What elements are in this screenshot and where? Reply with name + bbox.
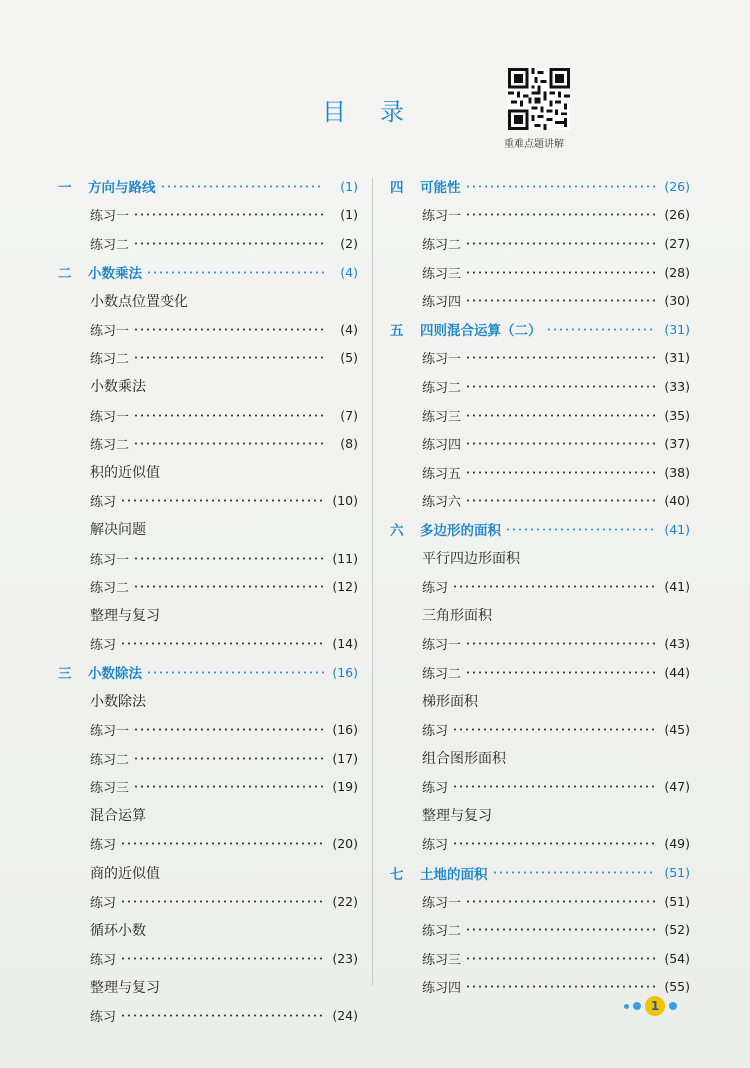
dot-leader (133, 585, 324, 588)
toc-entry-title: 练习二 (90, 752, 130, 768)
toc-exercise-entry[interactable] (390, 915, 690, 944)
toc-exercise-entry[interactable] (390, 572, 690, 601)
dot-leader (465, 499, 656, 502)
dot-leader (465, 471, 656, 474)
toc-entry-title: 练习四 (422, 981, 462, 997)
toc-exercise-entry[interactable] (58, 429, 358, 458)
toc-exercise-entry[interactable] (58, 944, 358, 973)
toc-exercise-entry[interactable] (58, 715, 358, 744)
toc-entry-title: 混合运算 (90, 808, 146, 825)
toc-entry-title: 练习三 (422, 409, 462, 425)
toc-section-heading (58, 458, 358, 487)
toc-exercise-entry[interactable] (58, 744, 358, 773)
column-divider (372, 178, 373, 986)
decor-dot (624, 1004, 629, 1009)
toc-entry-title: 练习一 (90, 409, 130, 425)
chapter-number: 三 (58, 666, 72, 683)
toc-entry-title: 解决问题 (90, 522, 146, 539)
toc-chapter-entry[interactable] (58, 658, 358, 687)
toc-section-heading (58, 372, 358, 401)
toc-exercise-entry[interactable] (58, 487, 358, 516)
dot-leader (452, 585, 656, 588)
toc-section-heading (390, 687, 690, 716)
toc-entry-title: 练习 (90, 495, 117, 511)
dot-leader (492, 871, 657, 874)
toc-exercise-entry[interactable] (58, 201, 358, 230)
toc-entry-title: 练习一 (422, 209, 462, 225)
dot-leader (465, 928, 656, 931)
toc-chapter-entry[interactable] (58, 258, 358, 287)
toc-section-heading (58, 801, 358, 830)
dot-leader (465, 242, 656, 245)
toc-section-heading (390, 601, 690, 630)
toc-exercise-entry[interactable] (390, 887, 690, 916)
toc-left-column (58, 172, 358, 1030)
toc-entry-title: 练习一 (90, 209, 130, 225)
dot-leader (465, 642, 656, 645)
toc-entry-title: 练习四 (422, 295, 462, 311)
toc-exercise-entry[interactable] (58, 344, 358, 373)
toc-page-number: (14) (332, 636, 358, 652)
toc-entry-title: 练习二 (90, 438, 130, 454)
toc-entry-title: 练习四 (422, 438, 462, 454)
chapter-number: 五 (390, 323, 404, 340)
toc-entry-title: 练习三 (422, 266, 462, 282)
dot-leader (120, 900, 324, 903)
toc-section-heading (58, 687, 358, 716)
toc-entry-title: 练习一 (422, 895, 462, 911)
toc-exercise-entry[interactable] (58, 630, 358, 659)
toc-entry-title: 练习二 (422, 237, 462, 253)
toc-exercise-entry[interactable] (390, 772, 690, 801)
toc-entry-title: 商的近似值 (90, 865, 160, 882)
toc-page-number: (16) (332, 722, 358, 738)
toc-exercise-entry[interactable] (58, 401, 358, 430)
toc-entry-title: 练习 (90, 638, 117, 654)
page-number-badge (624, 996, 677, 1016)
toc-exercise-entry[interactable] (58, 315, 358, 344)
toc-page-number: (28) (664, 264, 690, 280)
toc-page-number: (38) (664, 464, 690, 480)
dot-leader (465, 671, 656, 674)
toc-page-number: (27) (664, 235, 690, 251)
chapter-number: 四 (390, 180, 404, 197)
decor-dot (669, 1002, 677, 1010)
toc-exercise-entry[interactable] (58, 887, 358, 916)
page-title: 目录 (322, 98, 438, 126)
toc-page-number: (31) (664, 350, 690, 366)
toc-entry-title: 练习二 (422, 380, 462, 396)
toc-entry-title: 练习一 (422, 352, 462, 368)
toc-exercise-entry[interactable] (390, 201, 690, 230)
dot-leader (146, 271, 324, 274)
toc-page-number: (7) (340, 407, 358, 423)
dot-leader (465, 985, 656, 988)
toc-page-number: (26) (664, 207, 690, 223)
toc-page-number: (24) (332, 1008, 358, 1024)
toc-exercise-entry[interactable] (58, 772, 358, 801)
page-number: 1 (645, 996, 665, 1016)
dot-leader (133, 557, 324, 560)
toc-entry-title: 练习三 (90, 781, 130, 797)
toc-page-number: (4) (340, 321, 358, 337)
toc-chapter-entry[interactable] (390, 858, 690, 887)
toc-exercise-entry[interactable] (390, 458, 690, 487)
dot-leader (133, 785, 324, 788)
toc-page-number: (37) (664, 436, 690, 452)
toc-entry-title: 可能性 (420, 180, 461, 197)
toc-exercise-entry[interactable] (390, 372, 690, 401)
dot-leader (465, 271, 656, 274)
toc-exercise-entry[interactable] (58, 1001, 358, 1030)
toc-page-number: (43) (664, 636, 690, 652)
dot-leader (120, 957, 324, 960)
dot-leader (465, 442, 656, 445)
toc-exercise-entry[interactable] (390, 258, 690, 287)
toc-entry-title: 练习三 (422, 952, 462, 968)
toc-exercise-entry[interactable] (390, 487, 690, 516)
toc-exercise-entry[interactable] (390, 830, 690, 859)
toc-page-number: (55) (664, 979, 690, 995)
dot-leader (160, 185, 325, 188)
toc-entry-title: 练习 (422, 724, 449, 740)
toc-page-number: (30) (664, 293, 690, 309)
qr-caption: 重难点题讲解 (504, 139, 564, 150)
toc-page-number: (2) (340, 235, 358, 251)
dot-leader (505, 528, 656, 531)
dot-leader (452, 842, 656, 845)
toc-entry-title: 练习六 (422, 495, 462, 511)
toc-right-column (390, 172, 690, 1001)
toc-exercise-entry[interactable] (390, 658, 690, 687)
dot-leader (452, 728, 656, 731)
toc-page-number: (1) (340, 178, 358, 194)
toc-section-heading (58, 915, 358, 944)
toc-page-number: (33) (664, 378, 690, 394)
toc-entry-title: 平行四边形面积 (422, 551, 520, 568)
dot-leader (452, 785, 656, 788)
toc-exercise-entry[interactable] (390, 715, 690, 744)
toc-section-heading (58, 515, 358, 544)
toc-entry-title: 练习 (422, 838, 449, 854)
toc-entry-title: 练习五 (422, 466, 462, 482)
toc-entry-title: 练习一 (90, 323, 130, 339)
toc-exercise-entry[interactable] (390, 630, 690, 659)
toc-exercise-entry[interactable] (58, 572, 358, 601)
toc-page-number: (54) (664, 950, 690, 966)
dot-leader (120, 842, 324, 845)
toc-entry-title: 梯形面积 (422, 693, 478, 710)
dot-leader (465, 356, 656, 359)
dot-leader (465, 299, 656, 302)
dot-leader (133, 356, 324, 359)
toc-section-heading (390, 544, 690, 573)
toc-page-number: (22) (332, 893, 358, 909)
dot-leader (546, 328, 657, 331)
toc-page-number: (10) (332, 493, 358, 509)
toc-chapter-entry[interactable] (390, 315, 690, 344)
toc-entry-title: 方向与路线 (88, 180, 156, 197)
dot-leader (465, 900, 656, 903)
toc-entry-title: 积的近似值 (90, 465, 160, 482)
toc-section-heading (58, 973, 358, 1002)
toc-section-heading (58, 286, 358, 315)
toc-page-number: (44) (664, 664, 690, 680)
dot-leader (120, 642, 324, 645)
dot-leader (465, 185, 657, 188)
toc-page-number: (40) (664, 493, 690, 509)
toc-entry-title: 多边形的面积 (420, 523, 501, 540)
toc-entry-title: 小数乘法 (88, 266, 142, 283)
chapter-number: 七 (390, 866, 404, 883)
dot-leader (465, 414, 656, 417)
toc-exercise-entry[interactable] (58, 830, 358, 859)
toc-page-number: (12) (332, 579, 358, 595)
dot-leader (120, 1014, 324, 1017)
toc-entry-title: 练习一 (422, 638, 462, 654)
toc-exercise-entry[interactable] (58, 229, 358, 258)
toc-page-number: (16) (332, 664, 358, 680)
toc-page-number: (23) (332, 950, 358, 966)
toc-entry-title: 练习 (90, 895, 117, 911)
dot-leader (465, 957, 656, 960)
dot-leader (133, 757, 324, 760)
toc-page-number: (45) (664, 722, 690, 738)
dot-leader (133, 213, 324, 216)
toc-entry-title: 整理与复习 (90, 608, 160, 625)
toc-entry-title: 练习二 (422, 666, 462, 682)
toc-page-number: (35) (664, 407, 690, 423)
toc-entry-title: 小数除法 (90, 693, 146, 710)
toc-page-number: (5) (340, 350, 358, 366)
qr-code-icon[interactable] (508, 68, 570, 130)
toc-page-number: (20) (332, 836, 358, 852)
toc-page-number: (19) (332, 779, 358, 795)
dot-leader (133, 328, 324, 331)
toc-exercise-entry[interactable] (390, 429, 690, 458)
toc-page-number: (49) (664, 836, 690, 852)
toc-entry-title: 组合图形面积 (422, 751, 506, 768)
toc-page-number: (51) (664, 865, 690, 881)
toc-page-number: (4) (340, 264, 358, 280)
toc-page-number: (41) (664, 521, 690, 537)
toc-exercise-entry[interactable] (390, 229, 690, 258)
toc-page-number: (51) (664, 893, 690, 909)
decor-dot (633, 1002, 641, 1010)
toc-entry-title: 练习 (90, 1010, 117, 1026)
toc-section-heading (58, 601, 358, 630)
toc-entry-title: 整理与复习 (422, 808, 492, 825)
toc-entry-title: 土地的面积 (420, 866, 488, 883)
toc-exercise-entry[interactable] (390, 344, 690, 373)
toc-entry-title: 小数乘法 (90, 379, 146, 396)
toc-page-number: (41) (664, 579, 690, 595)
toc-section-heading (390, 801, 690, 830)
toc-entry-title: 整理与复习 (90, 979, 160, 996)
toc-entry-title: 练习 (422, 581, 449, 597)
toc-chapter-entry[interactable] (390, 172, 690, 201)
toc-exercise-entry[interactable] (390, 286, 690, 315)
dot-leader (465, 213, 656, 216)
dot-leader (146, 671, 324, 674)
toc-entry-title: 练习二 (90, 352, 130, 368)
toc-entry-title: 练习二 (422, 924, 462, 940)
toc-entry-title: 循环小数 (90, 922, 146, 939)
toc-entry-title: 四则混合运算（二） (420, 323, 542, 340)
toc-page-number: (26) (664, 178, 690, 194)
toc-exercise-entry[interactable] (390, 944, 690, 973)
toc-section-heading (390, 744, 690, 773)
toc-chapter-entry[interactable] (58, 172, 358, 201)
toc-page-number: (11) (332, 550, 358, 566)
toc-section-heading (58, 858, 358, 887)
dot-leader (133, 442, 324, 445)
dot-leader (133, 728, 324, 731)
toc-page-number: (47) (664, 779, 690, 795)
chapter-number: 二 (58, 266, 72, 283)
toc-exercise-entry[interactable] (390, 401, 690, 430)
toc-page-number: (52) (664, 922, 690, 938)
toc-page-number: (8) (340, 436, 358, 452)
toc-entry-title: 练习二 (90, 237, 130, 253)
toc-chapter-entry[interactable] (390, 515, 690, 544)
toc-entry-title: 练习 (422, 781, 449, 797)
toc-entry-title: 练习一 (90, 552, 130, 568)
toc-page-number: (31) (664, 321, 690, 337)
toc-entry-title: 练习二 (90, 581, 130, 597)
dot-leader (465, 385, 656, 388)
toc-exercise-entry[interactable] (58, 544, 358, 573)
toc-entry-title: 小数点位置变化 (90, 293, 188, 310)
toc-entry-title: 练习 (90, 838, 117, 854)
dot-leader (120, 499, 324, 502)
dot-leader (133, 242, 324, 245)
chapter-number: 六 (390, 523, 404, 540)
toc-page-number: (1) (340, 207, 358, 223)
toc-entry-title: 三角形面积 (422, 608, 492, 625)
toc-entry-title: 练习 (90, 952, 117, 968)
dot-leader (133, 414, 324, 417)
chapter-number: 一 (58, 180, 72, 197)
toc-entry-title: 小数除法 (88, 666, 142, 683)
toc-page-number: (17) (332, 750, 358, 766)
toc-entry-title: 练习一 (90, 724, 130, 740)
